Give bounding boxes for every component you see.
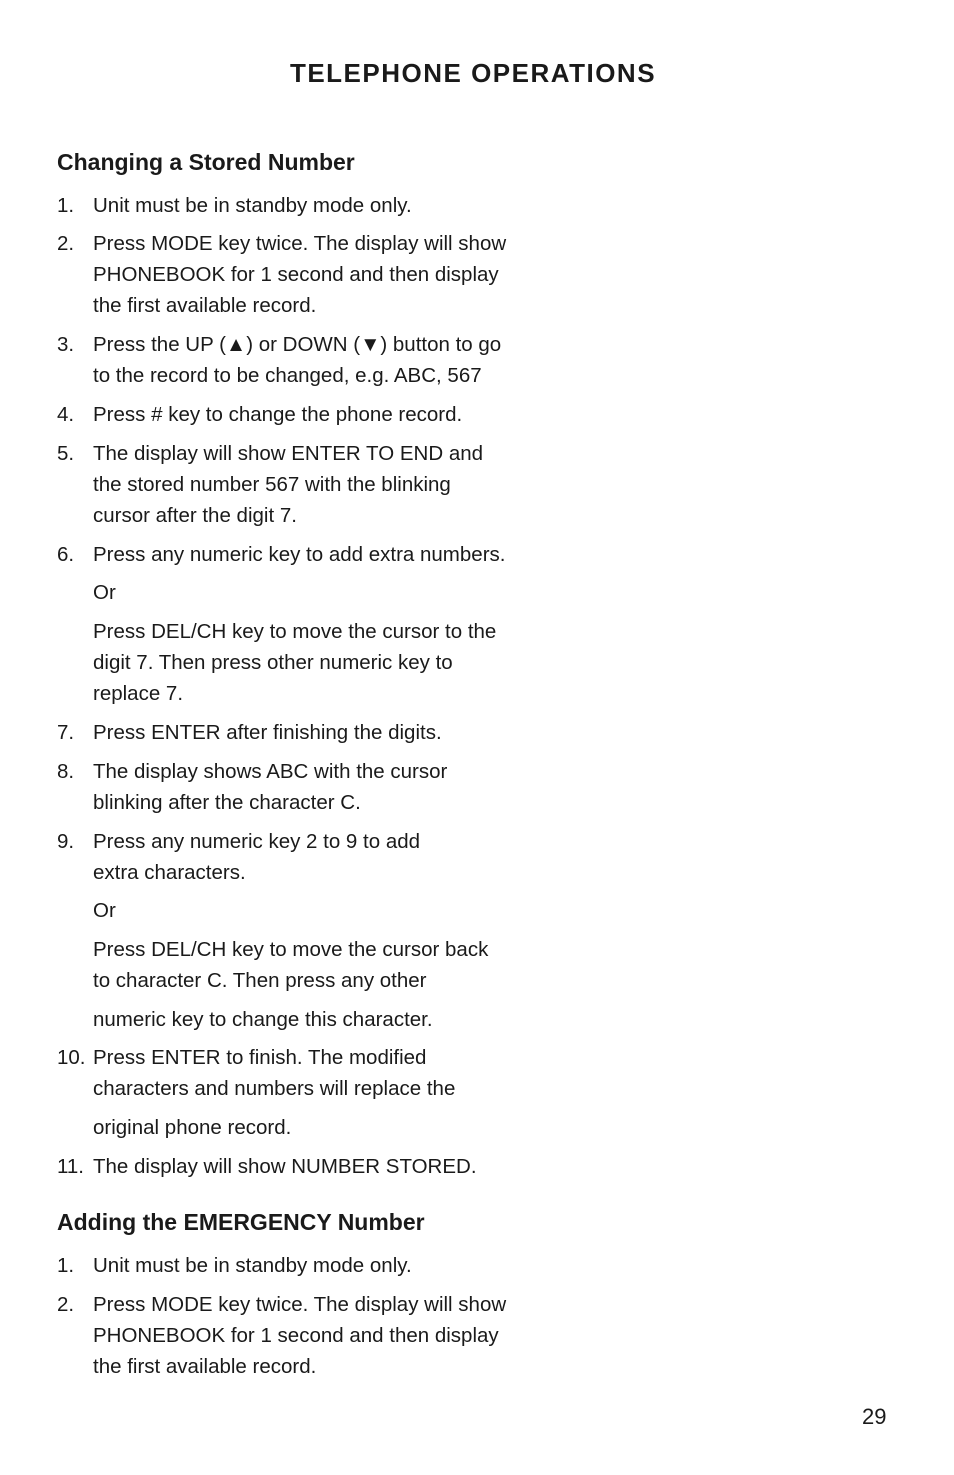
step-number: 11. xyxy=(57,1155,84,1178)
page-title: TELEPHONE OPERATIONS xyxy=(289,58,657,88)
step-text: to the record to be changed, e.g. ABC, 567 xyxy=(93,364,482,387)
step-number: 6. xyxy=(57,543,75,566)
step-text: cursor after the digit 7. xyxy=(93,504,297,527)
step-text: PHONEBOOK for 1 second and then display xyxy=(93,263,499,286)
step-number: 7. xyxy=(57,721,75,744)
step-text: extra characters. xyxy=(93,861,246,884)
step-text: Press ENTER after finishing the digits. xyxy=(93,721,442,744)
step-text: Or xyxy=(93,899,116,922)
step-text: The display shows ABC with the cursor xyxy=(93,760,448,783)
step-text: Unit must be in standby mode only. xyxy=(93,1254,412,1277)
step-number: 1. xyxy=(57,194,75,217)
step-text: Or xyxy=(93,581,116,604)
step-text: Press # key to change the phone record. xyxy=(93,403,463,426)
step-number: 5. xyxy=(57,442,75,465)
step-number: 3. xyxy=(57,333,75,356)
step-text: replace 7. xyxy=(93,682,184,705)
step-text: Press MODE key twice. The display will show xyxy=(93,232,507,255)
step-text: Press the UP (▲) or DOWN (▼) button to go xyxy=(93,333,502,356)
step-number: 8. xyxy=(57,760,75,783)
step-number: 10. xyxy=(57,1046,86,1069)
step-text: Press DEL/CH key to move the cursor back xyxy=(93,938,489,961)
step-text: Press any numeric key to add extra numbers. xyxy=(93,543,506,566)
step-text: the first available record. xyxy=(93,1355,317,1378)
step-text: numeric key to change this character. xyxy=(93,1008,433,1031)
step-text: Press MODE key twice. The display will show xyxy=(93,1293,507,1316)
step-text: the stored number 567 with the blinking xyxy=(93,473,451,496)
step-text: blinking after the character C. xyxy=(93,791,361,814)
step-text: to character C. Then press any other xyxy=(93,969,427,992)
step-text: The display will show ENTER TO END and xyxy=(93,442,484,465)
step-text: the first available record. xyxy=(93,294,317,317)
step-number: 2. xyxy=(57,232,75,255)
section-heading-changing-stored-number: Changing a Stored Number xyxy=(57,149,355,175)
step-number: 2. xyxy=(57,1293,75,1316)
step-text: characters and numbers will replace the xyxy=(93,1077,456,1100)
step-number: 9. xyxy=(57,830,75,853)
step-text: Press any numeric key 2 to 9 to add xyxy=(93,830,421,853)
page-number: 29 xyxy=(862,1404,887,1429)
section-heading-adding-emergency-number: Adding the EMERGENCY Number xyxy=(57,1209,425,1235)
step-text: PHONEBOOK for 1 second and then display xyxy=(93,1324,499,1347)
step-text: original phone record. xyxy=(93,1116,292,1139)
step-text: Unit must be in standby mode only. xyxy=(93,194,412,217)
step-number: 1. xyxy=(57,1254,75,1277)
step-text: digit 7. Then press other numeric key to xyxy=(93,651,453,674)
step-number: 4. xyxy=(57,403,75,426)
step-text: Press ENTER to finish. The modified xyxy=(93,1046,427,1069)
step-text: Press DEL/CH key to move the cursor to the xyxy=(93,620,497,643)
step-text: The display will show NUMBER STORED. xyxy=(93,1155,477,1178)
